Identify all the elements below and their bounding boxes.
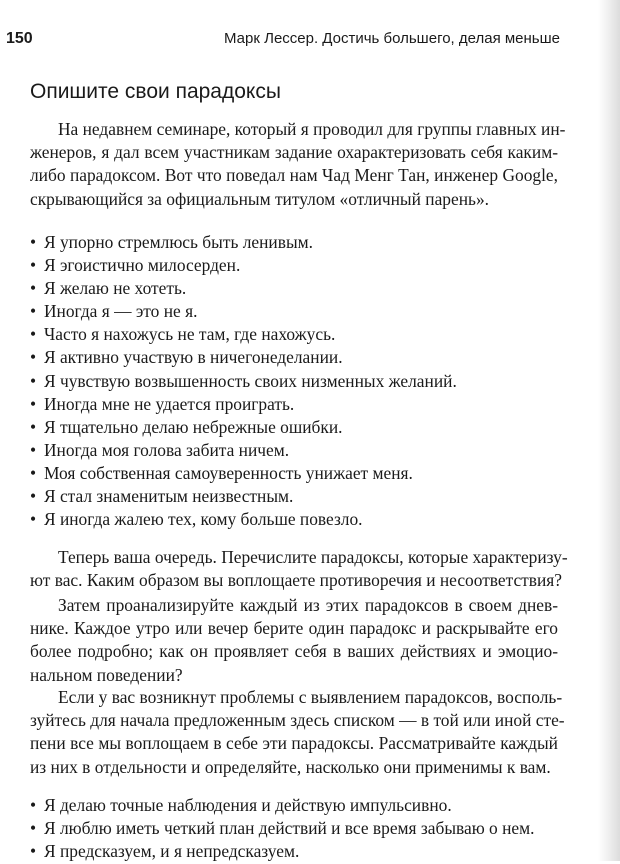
list-item: • Я желаю не хотеть. xyxy=(30,277,558,300)
bullet-icon: • xyxy=(30,347,37,368)
page-edge-shadow xyxy=(598,0,620,861)
bullet-icon: • xyxy=(30,795,37,815)
list-item: • Моя собственная самоуверенность унижает меня. xyxy=(30,462,558,485)
bullet-icon: • xyxy=(30,324,37,345)
book-title: Марк Лессер. Достичь большего, делая меньше xyxy=(224,30,560,47)
section-heading: Опишите свои парадоксы xyxy=(30,80,281,103)
bullet-icon: • xyxy=(30,841,37,862)
text-line: более подробно; как он проявляет себя в ваших действиях и эмоцио- xyxy=(30,641,558,662)
list-item: • Я упорно стремлюсь быть ленивым. xyxy=(30,231,558,254)
text-line: На недавнем семинаре, который я проводил для группы главных ин- xyxy=(58,119,566,139)
text-line: либо парадоксом. Вот что поведал нам Чад Менг Тан, инженер Google, xyxy=(30,165,558,186)
list-item: • Иногда я — это не я. xyxy=(30,300,558,323)
list-item: • Я чувствую возвышенность своих низменных желаний. xyxy=(30,370,558,393)
intro-paragraph xyxy=(30,118,566,211)
list-item: • Иногда мне не удается проиграть. xyxy=(30,393,558,416)
text-line: Затем проанализируйте каждый из этих парадоксов в своем днев- xyxy=(58,595,558,615)
bullet-icon: • xyxy=(30,232,37,252)
bullet-icon: • xyxy=(30,486,37,507)
first-bullet-list xyxy=(30,231,558,531)
list-item: • Иногда моя голова забита ничем. xyxy=(30,439,558,462)
text-line: зуйтесь для начала предложенным здесь списком — в той или иной сте- xyxy=(30,710,565,731)
bullet-icon: • xyxy=(30,818,37,839)
text-line: ют вас. Каким образом вы воплощаете противоречия и несоответствия? xyxy=(30,570,563,591)
second-bullet-list xyxy=(30,794,558,864)
bullet-icon: • xyxy=(30,509,37,530)
bullet-icon: • xyxy=(30,301,37,322)
list-item: • Часто я нахожусь не там, где нахожусь. xyxy=(30,323,558,346)
text-line: нальном поведении? xyxy=(30,664,183,685)
text-line: Теперь ваша очередь. Перечислите парадоксы, которые характеризу- xyxy=(58,547,568,567)
text-line: из них в отдельности и определяйте, насколько они применимы к вам. xyxy=(30,756,551,777)
bullet-icon: • xyxy=(30,393,37,414)
paragraph-your-turn xyxy=(30,546,568,592)
running-head xyxy=(6,30,560,54)
bullet-icon: • xyxy=(30,462,37,483)
bullet-icon: • xyxy=(30,416,37,437)
paragraph-problems xyxy=(30,686,565,779)
list-item: • Я люблю иметь четкий план действий и все время забываю о нем. xyxy=(30,817,558,840)
list-item: • Я стал знаменитым неизвестным. xyxy=(30,485,558,508)
paragraph-analyze xyxy=(30,594,558,687)
bullet-icon: • xyxy=(30,278,37,299)
text-line: Если у вас возникнут проблемы с выявлением парадоксов, восполь- xyxy=(58,687,563,707)
text-line: нике. Каждое утро или вечер берите один парадокс и раскрывайте его xyxy=(30,618,558,639)
text-line: скрывающийся за официальным титулом «отличный парень». xyxy=(30,188,489,209)
text-line: пени все мы воплощаем в себе эти парадоксы. Рассматривайте каждый xyxy=(30,733,558,754)
list-item: • Я тщательно делаю небрежные ошибки. xyxy=(30,416,558,439)
bullet-icon: • xyxy=(30,439,37,460)
list-item: • Я делаю точные наблюдения и действую импульсивно. xyxy=(30,794,558,817)
page-number: 150 xyxy=(6,30,33,47)
bullet-icon: • xyxy=(30,255,37,276)
list-item: • Я активно участвую в ничегонеделании. xyxy=(30,346,558,369)
list-item: • Я иногда жалею тех, кому больше повезло. xyxy=(30,508,558,531)
bullet-icon: • xyxy=(30,370,37,391)
text-line: женеров, я дал всем участникам задание охарактеризовать себя каким- xyxy=(30,142,558,163)
list-item: • Я предсказуем, и я непредсказуем. xyxy=(30,840,558,863)
list-item: • Я эгоистично милосерден. xyxy=(30,254,558,277)
